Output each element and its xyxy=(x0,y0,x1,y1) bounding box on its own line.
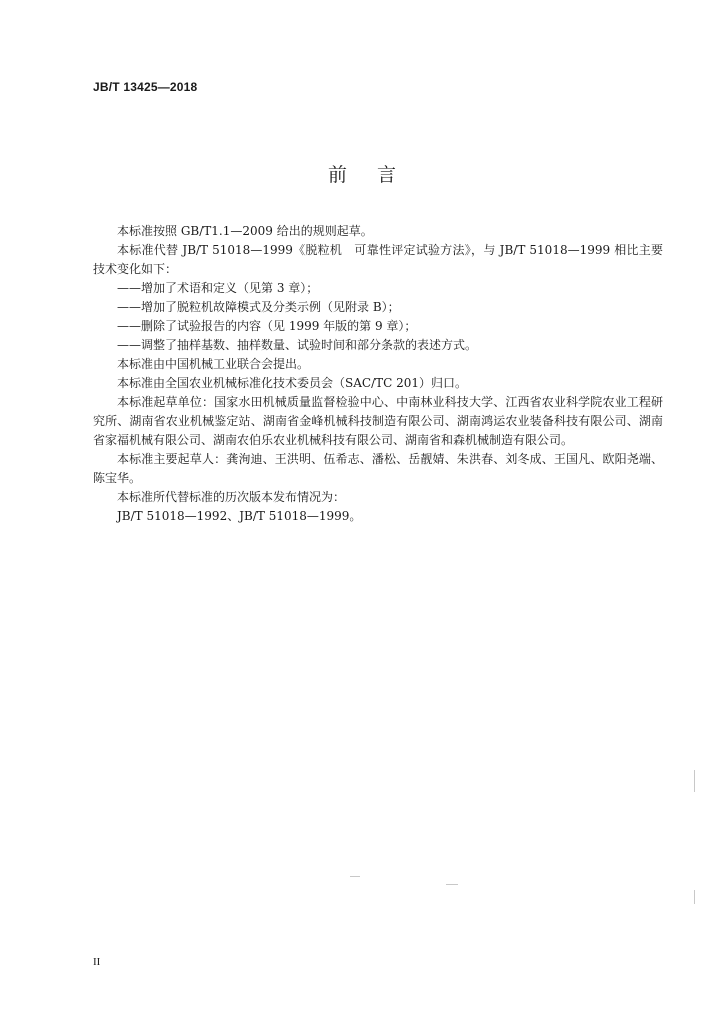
scan-artifact xyxy=(350,876,360,877)
scan-artifact xyxy=(694,770,695,792)
scan-artifact xyxy=(694,890,695,904)
list-item: ——增加了术语和定义（见第 3 章）； xyxy=(117,281,319,295)
list-item: ——调整了抽样基数、抽样数量、试验时间和部分条款的表述方式。 xyxy=(117,338,478,352)
paragraph: 本标准按照 GB/T1.1—2009 给出的规则起草。 xyxy=(117,224,373,238)
paragraph: 本标准由全国农业机械标准化技术委员会（SAC/TC 201）归口。 xyxy=(117,376,468,390)
foreword-body xyxy=(93,222,663,526)
list-item: ——删除了试验报告的内容（见 1999 年版的第 9 章）； xyxy=(117,319,417,333)
page-title: 前言 xyxy=(327,164,426,186)
paragraph: 本标准代替 JB/T 51018—1999《脱粒机 可靠性评定试验方法》，与 JB/T 51018—1999 相比主要技术变化如下： xyxy=(93,243,663,276)
paragraph: 本标准主要起草人：龚洵迪、王洪明、伍希志、潘松、岳靓婧、朱洪春、刘冬成、王国凡、欧阳尧端、陈宝华。 xyxy=(93,452,663,485)
paragraph: JB/T 51018—1992、JB/T 51018—1999。 xyxy=(117,509,362,523)
paragraph: 本标准起草单位：国家水田机械质量监督检验中心、中南林业科技大学、江西省农业科学院农业工程研究所、湖南省农业机械鉴定站、湖南省金峰机械科技制造有限公司、湖南鸿运农业装备科技有限公司、湖南省家福机械有限公司、湖南农伯乐农业机械科技有限公司、湖南省和森机械制造有限公司。 xyxy=(93,395,663,447)
standard-code: JB/T 13425—2018 xyxy=(93,80,198,94)
paragraph: 本标准所代替标准的历次版本发布情况为： xyxy=(117,490,346,504)
scan-artifact xyxy=(446,884,458,885)
paragraph: 本标准由中国机械工业联合会提出。 xyxy=(117,357,310,371)
page-number: II xyxy=(93,956,101,968)
list-item: ——增加了脱粒机故障模式及分类示例（见附录 B）； xyxy=(117,300,400,314)
